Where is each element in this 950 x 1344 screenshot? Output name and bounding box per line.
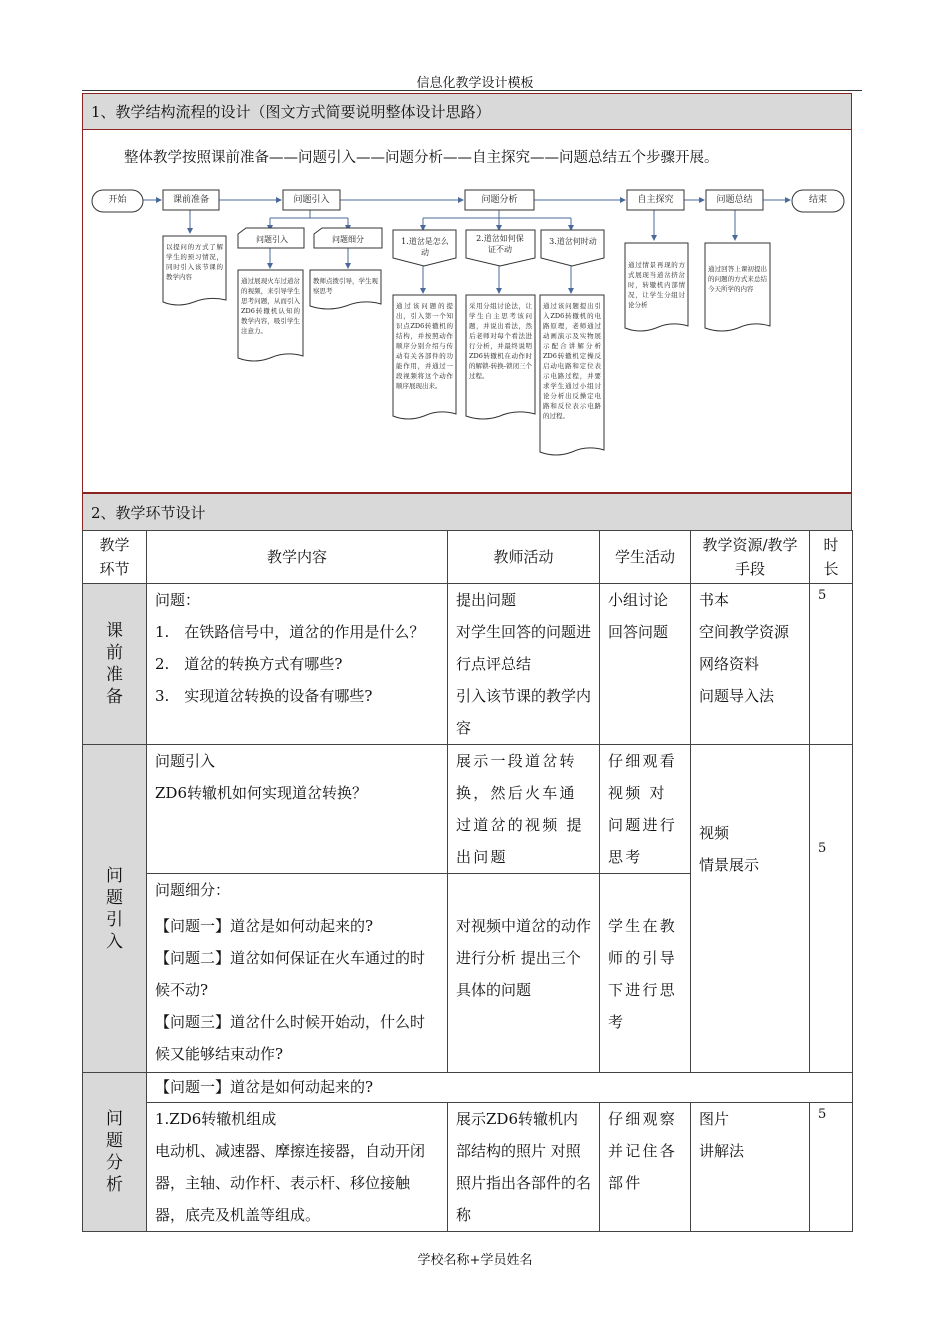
section2-title: 2、教学环节设计 [82,493,852,531]
flow-step-summary: 问题总结 [716,195,753,205]
header-student: 学生活动 [600,531,691,584]
header-rule [82,90,862,91]
prep-time: 5 [810,584,853,745]
flow-note-summary: 通过回答上课初提出的问题的方式来总结今天所学的内容 [708,265,767,293]
section1-intro: 整体教学按照课前准备——问题引入——问题分析——自主探究——问题总结五个步骤开展。 [124,150,719,166]
table-row-analysis [83,1103,853,1232]
prep-resource: 书本 空间教学资源 网络资料 问题导入法 [691,584,810,745]
flow-note-analysis3: 通过该问题提出引入ZD6转辙机的电路原理，老师通过动画演示及实物展示配合讲解分析ZD6转辙机定操反启动电路和定位表示电路过程，并要求学生通过小组讨论分析出反操定电路和反位表示电路的过程。 [543,302,601,420]
prep-content: 问题： 1. 在铁路信号中，道岔的作用是什么？ 2. 道岔的转换方式有哪些? 3. 实现道岔转换的设备有哪些? [147,584,448,745]
prep-teacher: 提出问题 对学生回答的问题进行点评总结 引入该节课的教学内容 [448,584,600,745]
intro-b-content: 问题细分： 【问题一】道岔是如何动起来的? 【问题二】道岔如何保证在火车通过的时候不动? 【问题三】道岔什么时候开始动，什么时候又能够结束动作? [147,874,448,1073]
intro-b-teacher: 对视频中道岔的动作进行分析 提出三个具体的问题 [448,874,600,1073]
analysis-banner: 【问题一】道岔是如何动起来的? [147,1073,853,1103]
flow-note-prep: 以提问的方式了解学生的预习情况，同时引入该节课的教学内容 [166,243,223,281]
analysis-teacher: 展示ZD6转辙机内部结构的照片 对照照片指出各部件的名称 [448,1103,600,1232]
flow-note-analysis1: 通过该问题的提出，引入第一个知识点ZD6转辙机的结构，并按照动作顺序分别介绍与传动有关各部件的功能作用，并通过一段视频将这个动作顺序展现出来。 [396,302,453,390]
flowchart-lines [88,178,848,478]
table-row-prep [83,584,853,745]
header-resource: 教学资源/教学手段 [691,531,810,584]
prep-student: 小组讨论 回答问题 [600,584,691,745]
flow-step-intro: 问题引入 [293,195,330,205]
flow-sub-analysis-2: 2.道岔如何保证不动 [476,234,524,254]
flow-sub-intro-2: 问题细分 [332,235,364,244]
analysis-student: 仔细观察并记住各部件 [600,1103,691,1232]
intro-resource: 视频 情景展示 [691,745,810,1073]
stage-analysis: 问题分析 [83,1073,147,1232]
flow-step-prep: 课前准备 [172,195,209,205]
table-row-intro-a [83,745,853,874]
flow-step-analysis: 问题分析 [481,195,518,205]
intro-a-teacher: 展示一段道岔转换，然后火车通过道岔的视频 提出问题 [448,745,600,874]
flow-sub-analysis-3: 3.道岔何时动 [549,237,597,246]
flow-note-explore: 通过情景再现的方式展现当道岔挤岔时，转辙机内部情况，让学生分组讨论分析 [628,261,685,309]
intro-a-student: 仔细观看视频 对问题进行思考 [600,745,691,874]
analysis-time: 5 [810,1103,853,1232]
lesson-table [82,530,853,1232]
flow-note-intro1: 通过展现火车过道岔的视频，来引导学生思考问题，从而引入ZD6转辙机认知的教学内容，吸引学生注意力。 [241,277,300,335]
flow-note-analysis2: 采用分组讨论法，让学生自主思考该问题，并说出看法，然后老师对每个看法进行分析，并最终说明ZD6转辙机在动作时的解锁-转换-锁闭三个过程。 [469,302,532,380]
header-teacher: 教师活动 [448,531,600,584]
section1-title: 1、教学结构流程的设计（图文方式简要说明整体设计思路） [82,93,852,130]
flowchart [88,178,848,478]
flow-sub-analysis-1: 1.道岔是怎么动 [401,237,449,257]
flow-start: 开始 [108,195,127,205]
flow-end: 结束 [808,195,827,205]
stage-prep: 课前准备 [83,584,147,745]
flow-sub-intro-1: 问题引入 [256,235,288,244]
table-header-row [83,531,853,584]
page-footer: 学校名称+学员姓名 [417,1253,533,1268]
page-header: 信息化教学设计模板 [416,76,534,91]
intro-b-student: 学生在教师的引导下进行思考 [600,874,691,1073]
flow-step-explore: 自主探究 [637,195,674,205]
analysis-resource: 图片 讲解法 [691,1103,810,1232]
header-stage: 教学环节 [83,531,147,584]
table-row-analysis-banner [83,1073,853,1103]
header-content: 教学内容 [147,531,448,584]
stage-intro: 问题引入 [83,745,147,1073]
flow-note-intro2: 教师点拨引导，学生观察思考 [313,277,378,295]
intro-time: 5 [810,745,853,1073]
intro-a-content: 问题引入 ZD6转辙机如何实现道岔转换？ [147,745,448,874]
header-time: 时长 [810,531,853,584]
analysis-content: 1.ZD6转辙机组成 电动机、减速器、摩擦连接器，自动开闭器，主轴、动作杆、表示杆、移位接触器，底壳及机盖等组成。 [147,1103,448,1232]
